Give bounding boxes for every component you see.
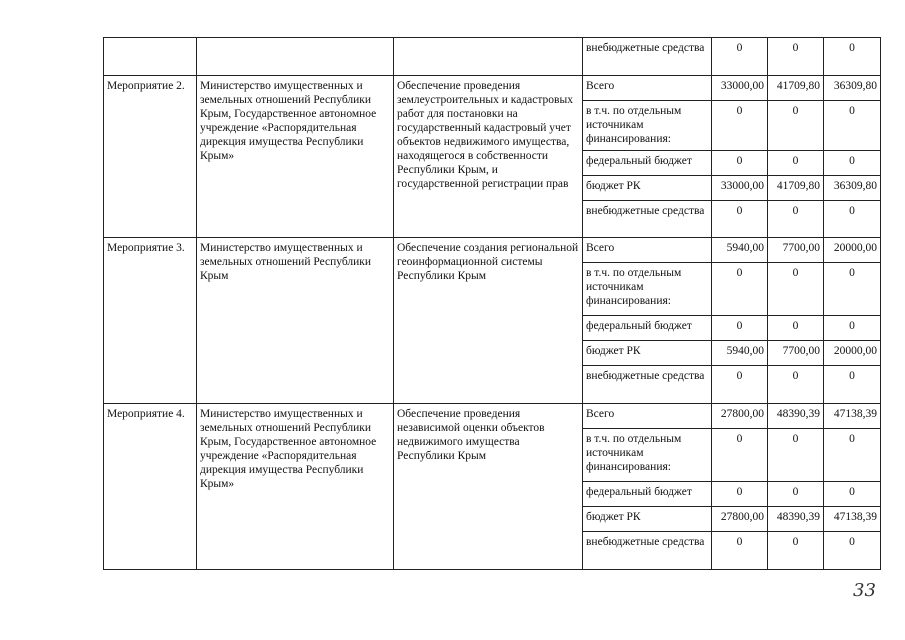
- value-cell: 0: [768, 366, 824, 404]
- value-cell: 27800,00: [712, 507, 768, 532]
- value-cell: 0: [824, 101, 881, 151]
- value-cell: 33000,00: [712, 176, 768, 201]
- source-label: бюджет РК: [583, 341, 712, 366]
- source-label: внебюджетные средства: [583, 38, 712, 76]
- value-cell: 41709,80: [768, 176, 824, 201]
- source-label: федеральный бюджет: [583, 482, 712, 507]
- value-cell: 0: [824, 532, 881, 570]
- value-cell: 0: [712, 429, 768, 482]
- source-label: федеральный бюджет: [583, 316, 712, 341]
- value-cell: 0: [824, 263, 881, 316]
- value-cell: 47138,39: [824, 404, 881, 429]
- measure-name: Мероприятие 3.: [104, 238, 197, 404]
- value-cell: 0: [712, 201, 768, 238]
- description-cell: [394, 38, 583, 76]
- measure-cell: [104, 38, 197, 76]
- table-row: [104, 76, 881, 101]
- value-cell: 0: [768, 482, 824, 507]
- executor-text: Министерство имущественных и земельных отношений Республики Крым, Государственное автономное учреждение «Распорядительная дирекция имущества Республики Крым»: [197, 76, 394, 238]
- value-cell: 0: [824, 482, 881, 507]
- value-cell: 20000,00: [824, 341, 881, 366]
- value-cell: 5940,00: [712, 341, 768, 366]
- description-text: Обеспечение создания региональной геоинформационной системы Республики Крым: [394, 238, 583, 404]
- value-cell: 0: [712, 532, 768, 570]
- value-cell: 0: [712, 366, 768, 404]
- value-cell: 36309,80: [824, 176, 881, 201]
- value-cell: 41709,80: [768, 76, 824, 101]
- description-text: Обеспечение проведения независимой оценки объектов недвижимого имущества Республики Крым: [394, 404, 583, 570]
- value-cell: 33000,00: [712, 76, 768, 101]
- source-label: Всего: [583, 404, 712, 429]
- value-cell: 5940,00: [712, 238, 768, 263]
- source-label: бюджет РК: [583, 176, 712, 201]
- source-label: Всего: [583, 76, 712, 101]
- executor-cell: [197, 38, 394, 76]
- funding-table: [103, 37, 881, 570]
- value-cell: 47138,39: [824, 507, 881, 532]
- value-cell: 0: [768, 316, 824, 341]
- source-label: внебюджетные средства: [583, 366, 712, 404]
- description-text: Обеспечение проведения землеустроительных и кадастровых работ для постановки на государственный кадастровый учет объектов недвижимого имущества, находящегося в собственности Республики Крым, и государственной регистрации прав: [394, 76, 583, 238]
- value-cell: 0: [712, 482, 768, 507]
- source-label: внебюджетные средства: [583, 201, 712, 238]
- source-label: федеральный бюджет: [583, 151, 712, 176]
- table-row: [104, 404, 881, 429]
- page-number: 33: [853, 580, 876, 601]
- value-cell: 48390,39: [768, 507, 824, 532]
- source-label: в т.ч. по отдельным источникам финансирования:: [583, 101, 712, 151]
- value-cell: 0: [768, 101, 824, 151]
- value-cell: 0: [768, 38, 824, 76]
- source-label: в т.ч. по отдельным источникам финансирования:: [583, 263, 712, 316]
- table-row: [104, 38, 881, 76]
- value-cell: 0: [768, 429, 824, 482]
- value-cell: 0: [768, 151, 824, 176]
- value-cell: 0: [712, 316, 768, 341]
- value-cell: 0: [712, 38, 768, 76]
- value-cell: 0: [768, 201, 824, 238]
- value-cell: 0: [712, 101, 768, 151]
- source-label: внебюджетные средства: [583, 532, 712, 570]
- source-label: бюджет РК: [583, 507, 712, 532]
- value-cell: 7700,00: [768, 238, 824, 263]
- source-label: Всего: [583, 238, 712, 263]
- value-cell: 7700,00: [768, 341, 824, 366]
- value-cell: 27800,00: [712, 404, 768, 429]
- value-cell: 0: [824, 151, 881, 176]
- value-cell: 0: [712, 151, 768, 176]
- value-cell: 0: [768, 263, 824, 316]
- value-cell: 0: [712, 263, 768, 316]
- source-label: в т.ч. по отдельным источникам финансирования:: [583, 429, 712, 482]
- measure-name: Мероприятие 4.: [104, 404, 197, 570]
- value-cell: 20000,00: [824, 238, 881, 263]
- executor-text: Министерство имущественных и земельных отношений Республики Крым, Государственное автономное учреждение «Распорядительная дирекция имущества Республики Крым»: [197, 404, 394, 570]
- value-cell: 0: [824, 316, 881, 341]
- executor-text: Министерство имущественных и земельных отношений Республики Крым: [197, 238, 394, 404]
- table-row: [104, 238, 881, 263]
- value-cell: 0: [768, 532, 824, 570]
- measure-name: Мероприятие 2.: [104, 76, 197, 238]
- value-cell: 48390,39: [768, 404, 824, 429]
- value-cell: 36309,80: [824, 76, 881, 101]
- value-cell: 0: [824, 429, 881, 482]
- value-cell: 0: [824, 38, 881, 76]
- value-cell: 0: [824, 366, 881, 404]
- value-cell: 0: [824, 201, 881, 238]
